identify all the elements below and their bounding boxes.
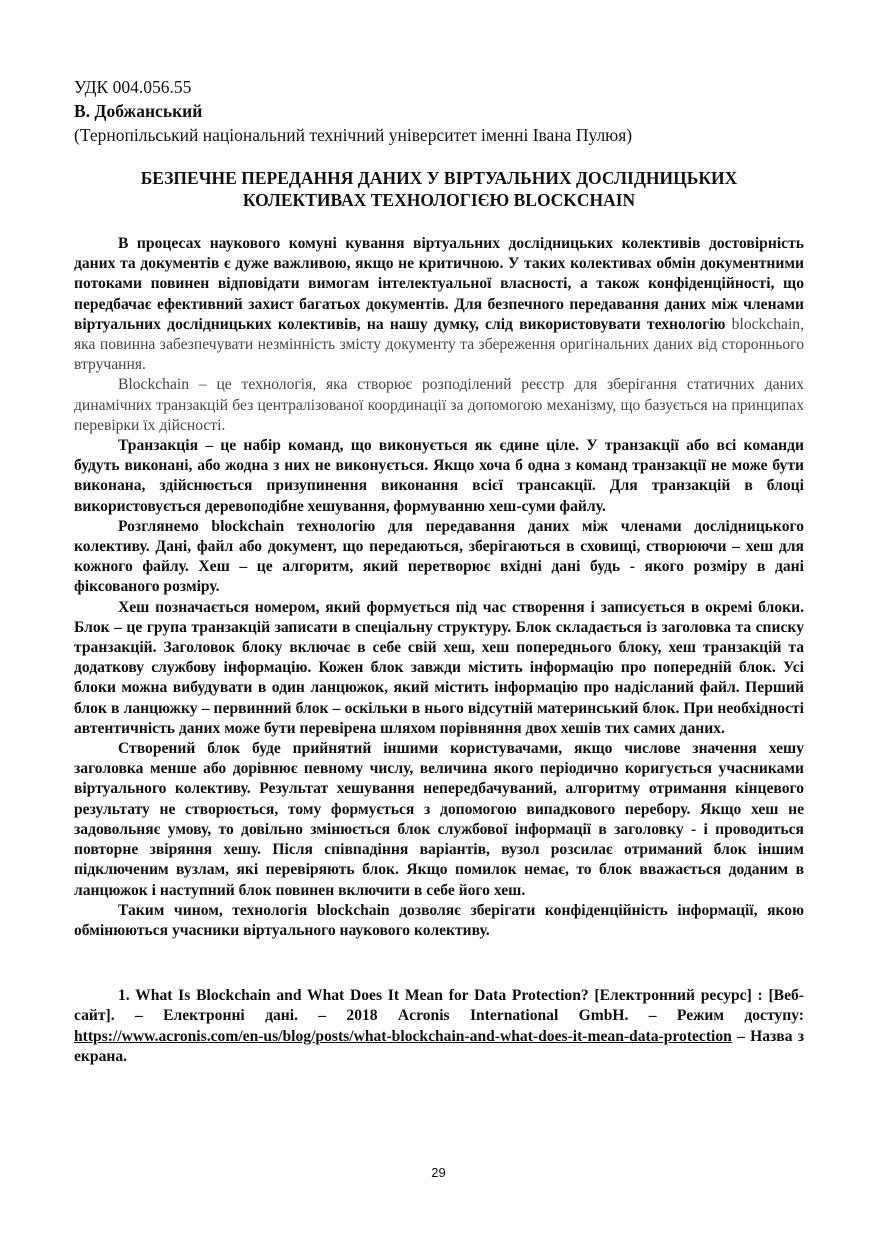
page-number: 29 [431,1165,446,1180]
paragraph-transaction: Транзакція – це набір команд, що виконується як єдине ціле. У транзакції або всі команди будуть виконані, або жодна з них не виконується. Якщо хоча б одна з команд транзакції не може бути виконана, здійснюється призупинення виконання всієї трансакції. Для транзакцій в блоці використовується деревоподібне хешування, формуванню хеш-суми файлу. [74,437,804,515]
references [74,986,804,1067]
author-affiliation: (Тернопільський національний технічний університет іменні Івана Пулюя) [74,125,633,145]
paragraph-intro [74,234,804,375]
paragraph-hash-blocks: Хеш позначається номером, який формується під час створення і записується в окремі блоки. Блок – це група транзакцій записати в спеціальну структуру. Блок складається із заголовка та списку транзакцій. Заголовок блоку включає в себе свій хеш, хеш попереднього блоку, хеш транзакцій та додаткову службову інформацію. Кожен блок завжди містить інформацію про попередній блок. Усі блоки можна вибудувати в один ланцюжок, який містить інформацію про надісланий файл. Перший блок в ланцюжку – первинний блок – оскільки в нього відсутній материнський блок. При необхідності автентичність даних може бути перевірена шляхом порівняння двох хешів тих самих даних. [74,598,804,737]
reference-link[interactable]: https://www.acronis.com/en-us/blog/posts/what-blockchain-and-what-does-it-mean-data-protection [74,1027,732,1045]
reference-text: 1. What Is Blockchain and What Does It Mean for Data Protection? [Електронний ресурс] : [Веб-сайт]. – Електронні дані. – 2018 Acronis International GmbH. – Режим доступу: [74,987,804,1025]
udk-code: УДК 004.056.55 [74,77,192,97]
paragraph-conclusion: Таким чином, технологія blockchain дозволяє зберігати конфіденційність інформації, якою обмінюються учасники віртуального наукового колективу. [74,901,804,939]
paragraph-blockchain-definition: Blockchain – це технологія, яка створює розподілений реєстр для зберігання статичних даних динамічних транзакцій без централізованої координації за допомогою механізму, що базується на принципах перевірки їх дійсності. [74,376,804,434]
reference-item [74,986,804,1067]
reference-tail: – Назва з екрана. [74,1027,804,1065]
paragraph-data-transfer: Розглянемо blockchain технологію для передавання даних між членами дослідницького колективу. Дані, файл або документ, що передаються, зберігаються в сховищі, створюючи – хеш для кожного файлу. Хеш – це алгоритм, який перетворює вхідні дані будь - якого розміру в дані фіксованого розміру. [74,517,804,596]
title-line-1: БЕЗПЕЧНЕ ПЕРЕДАННЯ ДАНИХ У ВІРТУАЛЬНИХ ДОСЛІДНИЦЬКИХ [140,168,738,188]
paragraph-intro-bold: В процесах наукового комуні кування віртуальних дослідницьких колективів достовірність даних та документів є дуже важливою, якщо не критичною. У таких колективах обмін документними потоками повинен відповідати вимогам інтелектуальної власності, а також конфіденційності, що передбачає ефективний захист багатьох документів. Для безпечного передавання даних між членами віртуальних дослідницьких колективів, на нашу думку, слід використовувати технологію [74,235,804,333]
paper-body [74,234,804,941]
paper-title [74,167,804,211]
author-name: В. Добжанський [74,101,203,121]
title-line-2: КОЛЕКТИВАХ ТЕХНОЛОГІЄЮ BLOCKCHAIN [242,190,636,210]
paragraph-intro-normal: blockchain, яка повинна забезпечувати незмінність змісту документу та збереження оригінальних даних від стороннього втручання. [74,315,804,374]
paragraph-block-acceptance: Створений блок буде прийнятий іншими користувачами, якщо числове значення хешу заголовка менше або дорівнює певному числу, величина якого періодично коригується учасниками віртуального колективу. Результат хешування непередбачуваний, алгоритму отримання кінцевого результату не створюється, тому формується з допомогою випадкового перебору. Якщо хеш не задовольняє умову, то довільно змінюється блок службової інформації в заголовку - і проводиться повторне звіряння хешу. Після співпадіння варіантів, вузол розсилає отриманий блок іншим підключеним вузлам, які перевіряють блок. Якщо помилок немає, то блок вважається доданим в ланцюжок і наступний блок повинен включити в себе його хеш. [74,740,804,899]
